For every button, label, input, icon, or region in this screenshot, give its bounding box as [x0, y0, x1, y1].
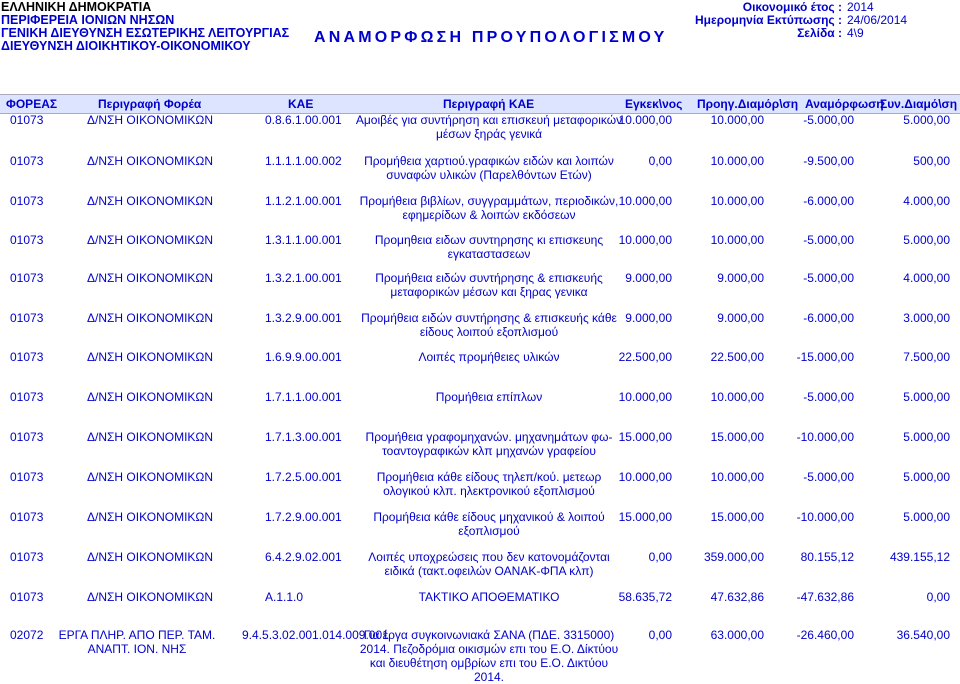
cell-kae: 1.3.2.1.00.001 — [265, 271, 342, 285]
cell-desc: Δ/ΝΣΗ ΟΙΚΟΝΟΜΙΚΩΝ — [87, 350, 214, 364]
cell-kdesc: Προμήθεια ειδών συντήρησης & επισκευής μεταφορικών μέσων και ξηρας γενικα — [375, 271, 603, 299]
cell-n2: 10.000,00 — [710, 154, 764, 168]
cell-desc: Δ/ΝΣΗ ΟΙΚΟΝΟΜΙΚΩΝ — [87, 233, 214, 247]
column-header: Εγκεκ\νος — [625, 97, 683, 111]
cell-n1: 10.000,00 — [618, 194, 672, 208]
cell-code: 01073 — [10, 194, 44, 208]
cell-kdesc: Προμήθεια γραφομηχανών. μηχανημάτων φω- τοαντογραφικών κλπ μηχανών γραφείου — [365, 430, 613, 458]
fiscal-year-value: 2014 — [847, 0, 874, 14]
cell-desc: Δ/ΝΣΗ ΟΙΚΟΝΟΜΙΚΩΝ — [87, 390, 214, 404]
column-header-row — [0, 94, 960, 114]
cell-desc: Δ/ΝΣΗ ΟΙΚΟΝΟΜΙΚΩΝ — [87, 113, 214, 127]
cell-kae: 1.7.1.1.00.001 — [265, 390, 342, 404]
cell-n3: -15.000,00 — [796, 350, 854, 364]
cell-n3: -10.000,00 — [796, 430, 854, 444]
cell-code: 02072 — [10, 628, 44, 642]
cell-code: 01073 — [10, 510, 44, 524]
cell-kdesc: Λοιπές υποχρεώσεις που δεν κατονομάζονται ειδικά (τακτ.οφειλών ΟΑΝΑΚ-ΦΠΑ κλπ) — [368, 550, 610, 578]
cell-n1: 0,00 — [648, 154, 672, 168]
cell-n3: -6.000,00 — [803, 311, 854, 325]
cell-n1: 10.000,00 — [618, 113, 672, 127]
cell-n1: 15.000,00 — [618, 430, 672, 444]
cell-code: 01073 — [10, 350, 44, 364]
cell-n4: 36.540,00 — [896, 628, 950, 642]
cell-desc: Δ/ΝΣΗ ΟΙΚΟΝΟΜΙΚΩΝ — [87, 550, 214, 564]
cell-kdesc: Λοιπές προμήθειες υλικών — [418, 350, 560, 364]
cell-code: 01073 — [10, 311, 44, 325]
cell-n2: 15.000,00 — [710, 430, 764, 444]
cell-kdesc: Προμηθεια ειδων συντηρησης κι επισκευης εγκαταστασεων — [374, 233, 604, 261]
cell-desc: Δ/ΝΣΗ ΟΙΚΟΝΟΜΙΚΩΝ — [87, 470, 214, 484]
cell-desc: ΕΡΓΑ ΠΛΗΡ. ΑΠΟ ΠΕΡ. ΤΑΜ. ΑΝΑΠΤ. ΙΟΝ. ΝΗΣ — [58, 628, 216, 656]
cell-n1: 22.500,00 — [618, 350, 672, 364]
cell-desc: Δ/ΝΣΗ ΟΙΚΟΝΟΜΙΚΩΝ — [87, 271, 214, 285]
cell-code: 01073 — [10, 390, 44, 404]
cell-kdesc: Προμήθεια κάθε είδους τηλεπ/κού. μετεωρ ολογικού κλπ. ηλεκτρονικού εξοπλισμού — [376, 470, 602, 498]
cell-desc: Δ/ΝΣΗ ΟΙΚΟΝΟΜΙΚΩΝ — [87, 510, 214, 524]
cell-kdesc: ΤΑΚΤΙΚΟ ΑΠΟΘΕΜΑΤΙΚΟ — [418, 590, 560, 604]
cell-kae: 6.4.2.9.02.001 — [265, 550, 342, 564]
cell-n2: 9.000,00 — [717, 271, 764, 285]
cell-n2: 10.000,00 — [710, 233, 764, 247]
header-line-4: ΔΙΕΥΘΥΝΣΗ ΔΙΟΙΚΗΤΙΚΟΥ-ΟΙΚΟΝΟΜΙΚΟΥ — [1, 39, 251, 53]
cell-n2: 10.000,00 — [710, 390, 764, 404]
cell-kdesc: Αμοιβές για συντήρηση και επισκευή μεταφορικών μέσων ξηράς γενικά — [355, 113, 623, 141]
fiscal-year-label: Οικονομικό έτος : — [742, 0, 842, 14]
cell-n4: 7.500,00 — [903, 350, 950, 364]
cell-kdesc: Προμήθεια κάθε είδους μηχανικού & λοιπού εξοπλισμού — [373, 510, 605, 538]
cell-n2: 10.000,00 — [710, 194, 764, 208]
header-line-1: ΕΛΛΗΝΙΚΗ ΔΗΜΟΚΡΑΤΙΑ — [1, 0, 152, 14]
organization-header — [1, 1, 289, 53]
cell-n3: -5.000,00 — [803, 271, 854, 285]
cell-kae: 1.6.9.9.00.001 — [265, 350, 342, 364]
cell-n3: -9.500,00 — [803, 154, 854, 168]
cell-kae: 1.7.2.9.00.001 — [265, 510, 342, 524]
cell-kdesc: Προμήθεια ειδών συντήρησης & επισκευής κάθε είδους λοιπού εξοπλισμού — [361, 311, 617, 339]
page-label: Σελίδα : — [797, 26, 842, 40]
cell-n4: 500,00 — [913, 154, 950, 168]
cell-kae: 0.8.6.1.00.001 — [265, 113, 342, 127]
cell-n3: 80.155,12 — [800, 550, 854, 564]
column-header: ΦΟΡΕΑΣ — [6, 97, 58, 111]
cell-code: 01073 — [10, 550, 44, 564]
cell-kdesc: Προμήθεια βιβλίων, συγγραμμάτων, περιοδικών, εφημερίδων & λοιπών εκδόσεων — [359, 194, 619, 222]
cell-code: 01073 — [10, 154, 44, 168]
cell-n1: 9.000,00 — [625, 271, 672, 285]
cell-n1: 10.000,00 — [618, 233, 672, 247]
cell-kae: 1.7.1.3.00.001 — [265, 430, 342, 444]
cell-n4: 5.000,00 — [903, 233, 950, 247]
cell-n2: 63.000,00 — [710, 628, 764, 642]
cell-kae: Α.1.1.0 — [265, 590, 304, 604]
cell-kdesc: Για έργα συγκοινωνιακά ΣΑΝΑ (ΠΔΕ. 3315000) 2014. Πεζοδρόμια οικισμών επι του Ε.Ο. Δίκτύου και διευθέτηση ομβρίων επι του Ε.Ο. Δικτύου 2014. — [359, 628, 619, 684]
cell-n4: 4.000,00 — [903, 194, 950, 208]
cell-n2: 10.000,00 — [710, 470, 764, 484]
column-header: ΚΑΕ — [288, 97, 314, 111]
cell-desc: Δ/ΝΣΗ ΟΙΚΟΝΟΜΙΚΩΝ — [87, 154, 214, 168]
header-line-2: ΠΕΡΙΦΕΡΕΙΑ ΙΟΝΙΩΝ ΝΗΣΩΝ — [1, 13, 175, 27]
cell-n4: 5.000,00 — [903, 470, 950, 484]
cell-code: 01073 — [10, 233, 44, 247]
cell-kae: 9.4.5.3.02.001.014.009.001 — [242, 628, 389, 642]
cell-n2: 359.000,00 — [703, 550, 764, 564]
print-date-label: Ημερομηνία Εκτύπωσης : — [695, 13, 842, 27]
cell-desc: Δ/ΝΣΗ ΟΙΚΟΝΟΜΙΚΩΝ — [87, 590, 214, 604]
cell-n2: 22.500,00 — [710, 350, 764, 364]
cell-n3: -5.000,00 — [803, 233, 854, 247]
cell-n3: -47.632,86 — [796, 590, 854, 604]
cell-code: 01073 — [10, 430, 44, 444]
cell-desc: Δ/ΝΣΗ ΟΙΚΟΝΟΜΙΚΩΝ — [87, 430, 214, 444]
column-header: Προηγ.Διαμόρ\ση — [697, 97, 799, 111]
report-meta — [695, 0, 960, 40]
cell-n1: 10.000,00 — [618, 390, 672, 404]
cell-n3: -26.460,00 — [796, 628, 854, 642]
cell-code: 01073 — [10, 113, 44, 127]
column-header: Περιγραφή ΚΑΕ — [443, 97, 535, 111]
cell-kdesc: Προμήθεια επίπλων — [435, 390, 543, 404]
cell-n2: 10.000,00 — [710, 113, 764, 127]
cell-n3: -5.000,00 — [803, 390, 854, 404]
column-header: Συν.Διαμό\ση — [880, 97, 958, 111]
cell-n1: 0,00 — [648, 628, 672, 642]
cell-kae: 1.3.1.1.00.001 — [265, 233, 342, 247]
cell-n4: 4.000,00 — [903, 271, 950, 285]
print-date-value: 24/06/2014 — [847, 13, 908, 27]
cell-n4: 0,00 — [926, 590, 950, 604]
header-line-3: ΓΕΝΙΚΗ ΔΙΕΥΘΥΝΣΗ ΕΣΩΤΕΡΙΚΗΣ ΛΕΙΤΟΥΡΓΙΑΣ — [1, 26, 290, 40]
cell-n1: 15.000,00 — [618, 510, 672, 524]
cell-n4: 5.000,00 — [903, 390, 950, 404]
cell-kae: 1.1.2.1.00.001 — [265, 194, 342, 208]
cell-n3: -10.000,00 — [796, 510, 854, 524]
cell-n4: 5.000,00 — [903, 510, 950, 524]
cell-n3: -5.000,00 — [803, 113, 854, 127]
cell-n1: 0,00 — [648, 550, 672, 564]
cell-n3: -6.000,00 — [803, 194, 854, 208]
cell-n1: 10.000,00 — [618, 470, 672, 484]
cell-desc: Δ/ΝΣΗ ΟΙΚΟΝΟΜΙΚΩΝ — [87, 311, 214, 325]
cell-n2: 9.000,00 — [717, 311, 764, 325]
cell-kae: 1.3.2.9.00.001 — [265, 311, 342, 325]
cell-code: 01073 — [10, 271, 44, 285]
cell-n4: 5.000,00 — [903, 113, 950, 127]
cell-code: 01073 — [10, 470, 44, 484]
cell-n1: 58.635,72 — [618, 590, 672, 604]
cell-n4: 5.000,00 — [903, 430, 950, 444]
cell-n3: -5.000,00 — [803, 470, 854, 484]
cell-kdesc: Προμήθεια χαρτιού.γραφικών ειδών και λοιπών συναφών υλικών (Παρελθόντων Ετών) — [364, 154, 614, 182]
cell-n2: 47.632,86 — [710, 590, 764, 604]
cell-code: 01073 — [10, 590, 44, 604]
cell-n4: 439.155,12 — [889, 550, 950, 564]
cell-kae: 1.1.1.1.00.002 — [265, 154, 342, 168]
cell-n1: 9.000,00 — [625, 311, 672, 325]
column-header: Περιγραφή Φορέα — [98, 97, 202, 111]
report-title: ΑΝΑΜΟΡΦΩΣΗ ΠΡΟΥΠΟΛΟΓΙΣΜΟΥ — [314, 29, 668, 46]
cell-n4: 3.000,00 — [903, 311, 950, 325]
cell-desc: Δ/ΝΣΗ ΟΙΚΟΝΟΜΙΚΩΝ — [87, 194, 214, 208]
column-header: Αναμόρφωση — [805, 97, 884, 111]
cell-kae: 1.7.2.5.00.001 — [265, 470, 342, 484]
page-value: 4\9 — [847, 26, 864, 40]
cell-n2: 15.000,00 — [710, 510, 764, 524]
